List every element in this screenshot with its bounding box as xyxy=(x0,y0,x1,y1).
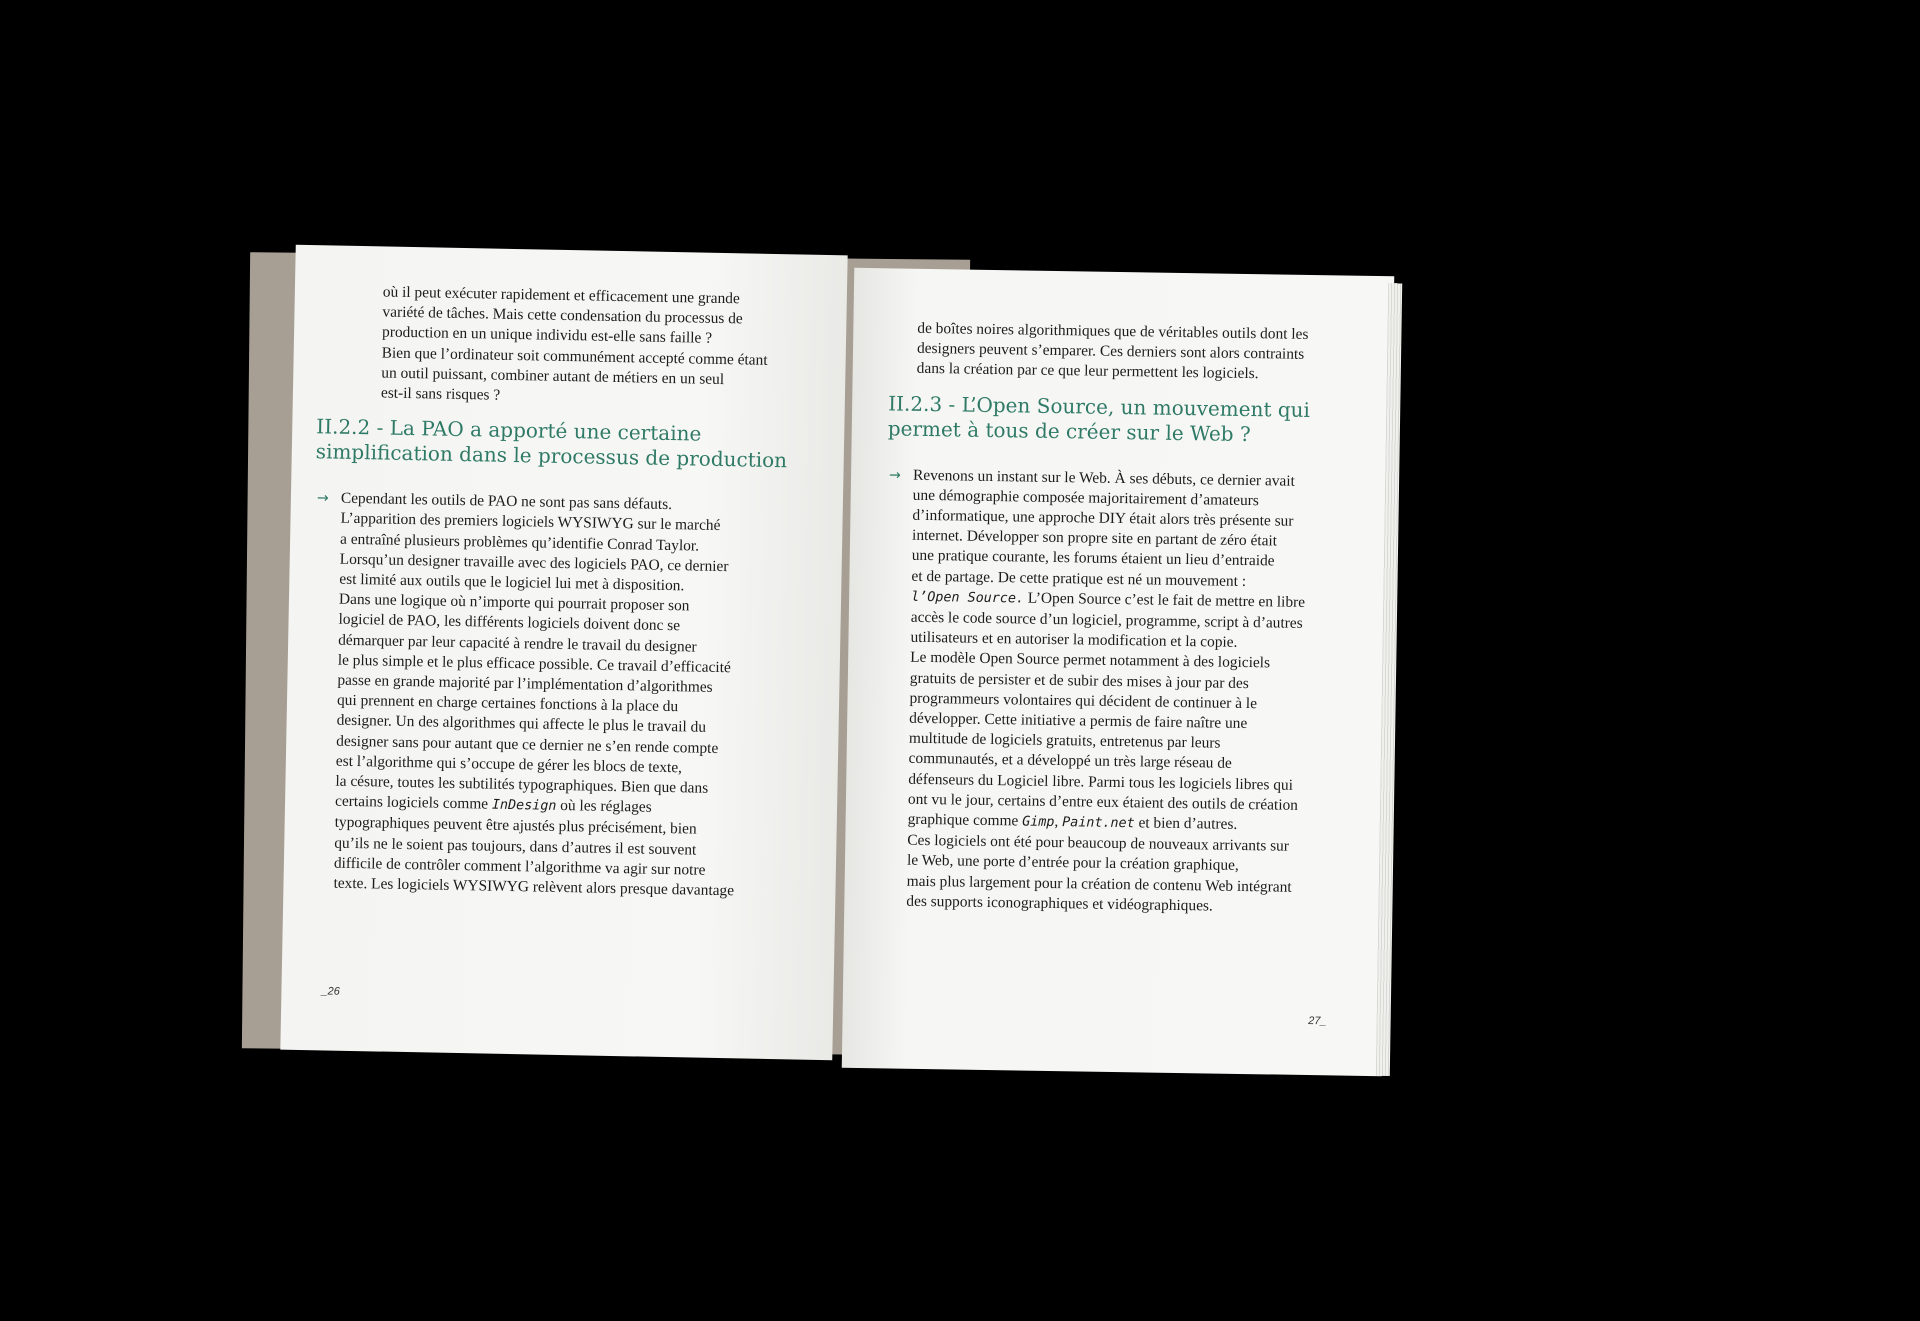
text-line: des supports iconographiques et vidéographiques. xyxy=(906,892,1213,915)
text-fragment: et bien d’autres. xyxy=(1134,814,1238,833)
text-line: développer. Cette initiative a permis de faire naître une xyxy=(909,709,1248,733)
arrow-right-icon: → xyxy=(888,466,901,484)
text-line: est-il sans risques ? xyxy=(380,384,501,404)
text-line: designer. Un des algorithmes qui affecte le plus le travail du xyxy=(336,712,707,737)
text-line: ont vu le jour, certains d’entre eux étaient des outils de création xyxy=(907,790,1299,814)
heading-line: II.2.3 - L’Open Source, un mouvement qui xyxy=(888,390,1311,422)
text-line: texte. Les logiciels WYSIWYG relèvent alors presque davantage xyxy=(333,874,735,900)
left-page-content xyxy=(307,281,788,902)
text-line: programmeurs volontaires qui décident de continuer à le xyxy=(909,689,1258,713)
text-line: Lorsqu’un designer travaille avec des logiciels PAO, ce dernier xyxy=(339,550,729,575)
text-fragment: graphique comme xyxy=(907,810,1023,830)
text-line: multitude de logiciels gratuits, entretenus par leurs xyxy=(908,729,1221,752)
text-line: typographiques peuvent être ajustés plus précisément, bien xyxy=(334,814,697,839)
text-line: designer sans pour autant que ce dernier ne s’en rende compte xyxy=(336,732,719,757)
text-line: mais plus largement pour la création de contenu Web intégrant xyxy=(906,872,1292,896)
text-line: Revenons un instant sur le Web. À ses débuts, ce dernier avait xyxy=(912,466,1296,490)
heading-line: simplification dans le processus de production xyxy=(315,439,788,473)
text-line: variété de tâches. Mais cette condensation du processus de xyxy=(382,303,743,328)
text-line: difficile de contrôler comment l’algorithme va agir sur notre xyxy=(333,854,706,879)
text-line: le Web, une porte d’entrée pour la création graphique, xyxy=(906,852,1239,875)
page-number-right: 27_ xyxy=(1308,1015,1327,1028)
text-line: a entraîné plusieurs problèmes qu’identifie Conrad Taylor. xyxy=(339,530,700,555)
text-fragment: certains logiciels comme xyxy=(334,792,493,813)
text-line: production en un unique individu est-elle sans faille ? xyxy=(381,323,713,348)
heading-line: II.2.2 - La PAO a apporté une certaine xyxy=(316,414,702,446)
text-line: designers peuvent s’emparer. Ces derniers sont alors contraints xyxy=(916,340,1305,364)
text-fragment: où les réglages xyxy=(556,797,652,816)
section-heading-2-3 xyxy=(888,391,1333,448)
text-line: utilisateurs et en autoriser la modification et la copie. xyxy=(910,628,1238,652)
text-fragment: L’Open Source c’est le fait de mettre en libre xyxy=(1023,589,1306,611)
text-line: passe en grande majorité par l’implémentation d’algorithmes xyxy=(337,671,713,696)
text-line: qui prennent en charge certaines fonctions à la place du xyxy=(336,691,679,716)
text-line: la césure, toutes les subtilités typographiques. Bien que dans xyxy=(335,772,709,797)
text-line: accès le code source d’un logiciel, programme, script à d’autres xyxy=(910,608,1303,632)
code-term-paint-net: Paint.net xyxy=(1062,815,1135,832)
text-fragment: , xyxy=(1054,813,1063,831)
code-term-indesign: InDesign xyxy=(491,797,557,815)
page-number-left: _26 xyxy=(321,985,340,998)
text-line: dans la création par ce que leur permettent les logiciels. xyxy=(916,360,1259,383)
text-line: Cependant les outils de PAO ne sont pas sans défauts. xyxy=(340,489,673,514)
right-body-paragraph xyxy=(880,465,1331,918)
text-line: Le modèle Open Source permet notamment à des logiciels xyxy=(910,649,1271,672)
text-line: où il peut exécuter rapidement et efficacement une grande xyxy=(382,283,740,308)
text-line: et de partage. De cette pratique est né un mouvement : xyxy=(911,567,1247,590)
left-intro-paragraph xyxy=(317,281,768,411)
right-intro-paragraph xyxy=(889,318,1334,386)
section-heading-2-2 xyxy=(315,414,788,473)
text-line: le plus simple et le plus efficace possible. Ce travail d’efficacité xyxy=(337,651,731,677)
text-line: internet. Développer son propre site en partant de zéro était xyxy=(911,526,1278,550)
code-term-gimp: Gimp xyxy=(1022,814,1055,831)
text-line: Dans une logique où n’importe qui pourrait proposer son xyxy=(338,590,690,615)
text-line: communautés, et a développé un très large réseau de xyxy=(908,750,1232,773)
text-line: qu’ils ne le soient pas toujours, dans d’autres il est souvent xyxy=(334,834,697,859)
text-line: est l’algorithme qui s’occupe de gérer les blocs de texte, xyxy=(335,752,683,777)
text-line: logiciel de PAO, les différents logiciels doivent donc se xyxy=(338,611,681,635)
text-line: L’apparition des premiers logiciels WYSIWYG sur le marché xyxy=(340,510,721,535)
text-line: une démographie composée majoritairement d’amateurs xyxy=(912,486,1260,510)
text-line: gratuits de persister et de subir des mises à jour par des xyxy=(909,669,1249,692)
text-line: un outil puissant, combiner autant de métiers en un seul xyxy=(381,364,725,388)
code-term-open-source: l’Open Source. xyxy=(911,589,1025,607)
right-page xyxy=(842,268,1394,1076)
text-line: d’informatique, une approche DIY était alors très présente sur xyxy=(912,506,1294,530)
heading-line: permet à tous de créer sur le Web ? xyxy=(887,415,1251,446)
text-line: démarquer par leur capacité à rendre le travail du designer xyxy=(338,631,697,656)
text-line: une pratique courante, les forums étaient un lieu d’entraide xyxy=(911,547,1275,570)
right-page-content xyxy=(880,318,1333,918)
text-line: est limité aux outils que le logiciel lui met à disposition. xyxy=(339,570,685,595)
text-line: Ces logiciels ont été pour beaucoup de nouveaux arrivants sur xyxy=(907,831,1290,855)
left-page xyxy=(280,245,847,1060)
left-body-paragraph xyxy=(307,488,755,901)
text-line: Bien que l’ordinateur soit communément accepté comme étant xyxy=(381,344,768,369)
arrow-right-icon: → xyxy=(316,490,329,507)
text-line: défenseurs du Logiciel libre. Parmi tous les logiciels libres qui xyxy=(908,770,1294,794)
text-line: de boîtes noires algorithmiques que de véritables outils dont les xyxy=(917,319,1309,343)
